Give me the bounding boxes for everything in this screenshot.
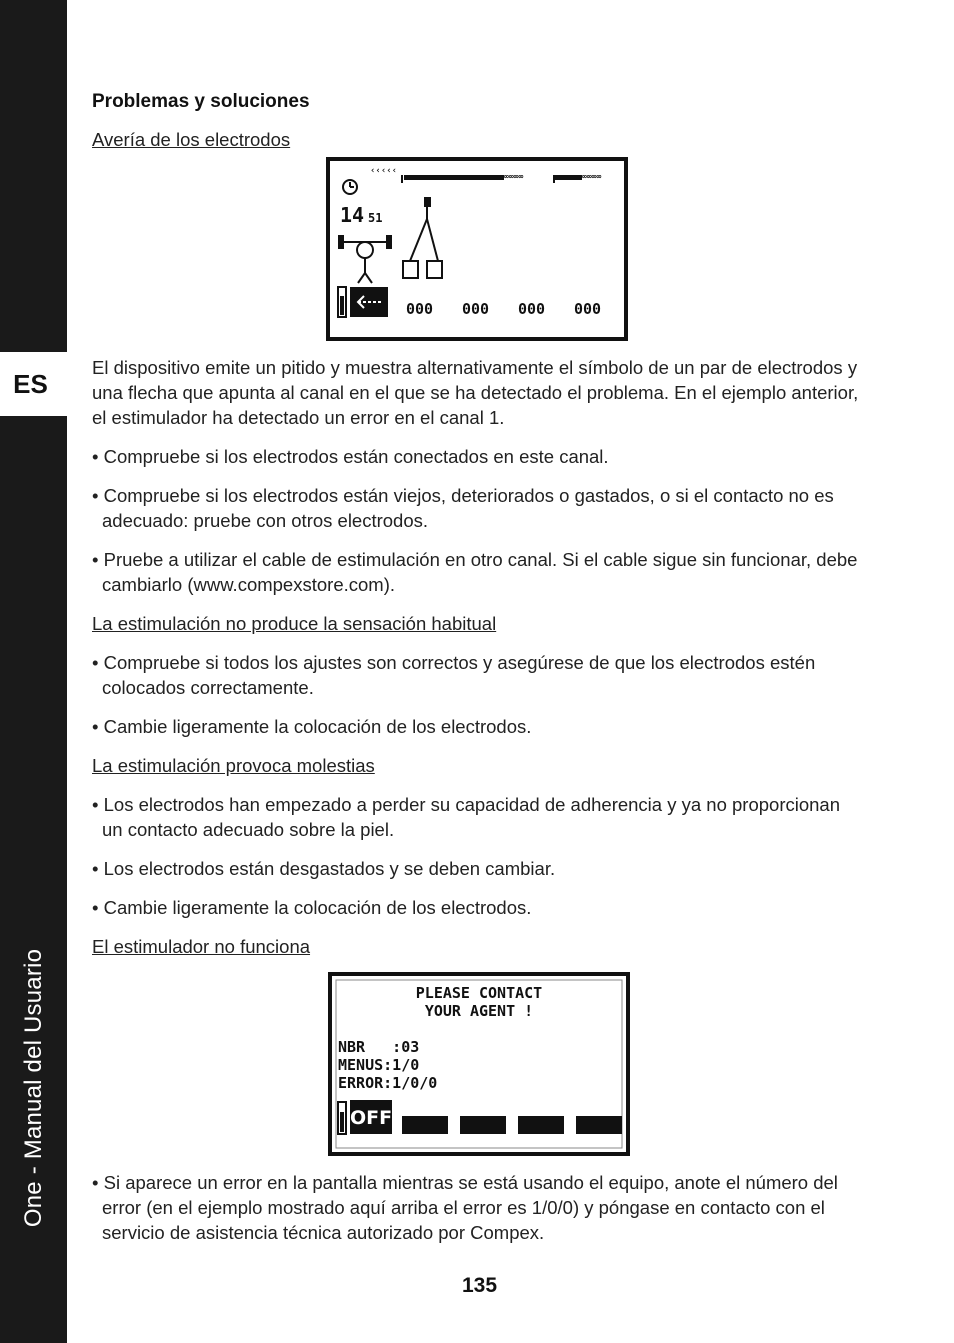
svg-text:∞∞∞∞: ∞∞∞∞ — [582, 172, 602, 181]
sensation-bullet-1: • Compruebe si todos los ajustes son correctos y asegúrese de que los electrodos estén colocados correctamente. — [92, 652, 816, 698]
electrodes-bullet-3: • Pruebe a utilizar el cable de estimulación en otro canal. Si el cable sigue sin funcionar, debe cambiarlo (www.compexstore.com). — [92, 549, 858, 595]
not-working-bullet-1: • Si aparece un error en la pantalla mientras se está usando el equipo, anote el número del error (en el ejemplo mostrado aquí arriba el error es 1/0/0) y póngase en contacto con el servicio de asistencia técnica autorizado por Compex. — [92, 1172, 838, 1243]
section-title-electrodes: Avería de los electrodos — [92, 129, 291, 150]
channel-2-value: 000 — [462, 300, 490, 318]
manual-title: One - Manual del Usuario — [20, 948, 47, 1228]
page-heading: Problemas y soluciones — [92, 91, 310, 112]
softkey-2 — [402, 1116, 448, 1134]
weightlifter-icon — [338, 235, 392, 283]
electrode-pair-icon — [403, 197, 442, 278]
off-label: OFF — [349, 1107, 393, 1129]
error-nbr: NBR :03 — [338, 1038, 420, 1056]
electrode-error-display — [326, 157, 628, 341]
section-title-not-working: El estimulador no funciona — [92, 936, 311, 957]
svg-text:∞∞∞∞: ∞∞∞∞ — [504, 172, 524, 181]
section-title-discomfort: La estimulación provoca molestias — [92, 755, 375, 776]
electrodes-bullet-2: • Compruebe si los electrodos están viejos, deteriorados o gastados, o si el contacto no es adecuado: pruebe con otros electrodos. — [92, 485, 834, 531]
timer-icon — [343, 180, 357, 194]
channel-arrow-icon — [350, 287, 388, 317]
sensation-bullet-2: • Cambie ligeramente la colocación de los electrodos. — [92, 716, 532, 737]
battery-icon — [338, 1102, 346, 1134]
main-content — [92, 89, 862, 1245]
time-sub: 51 — [368, 211, 383, 225]
time-main: 14 — [340, 203, 365, 227]
error-display — [328, 972, 630, 1156]
language-tab: ES — [0, 352, 67, 416]
discomfort-bullet-2: • Los electrodos están desgastados y se deben cambiar. — [92, 858, 556, 879]
softkey-4 — [518, 1116, 564, 1134]
softkey-3 — [460, 1116, 506, 1134]
electrodes-intro: El dispositivo emite un pitido y muestra alternativamente el símbolo de un par de electrodos y una flecha que apunta al canal en el que se ha detectado el problema. En el ejemplo anterior, el estimulador ha detectado un error en el canal 1. — [92, 357, 859, 428]
error-code: ERROR:1/0/0 — [338, 1074, 438, 1092]
channel-3-value: 000 — [518, 300, 546, 318]
channel-1-value: 000 — [406, 300, 434, 318]
discomfort-bullet-3: • Cambie ligeramente la colocación de los electrodos. — [92, 897, 532, 918]
section-title-sensation: La estimulación no produce la sensación habitual — [92, 613, 497, 634]
channel-4-value: 000 — [574, 300, 602, 318]
error-line-2: YOUR AGENT ! — [424, 1002, 534, 1020]
error-line-1: PLEASE CONTACT — [415, 984, 543, 1002]
page-number: 135 — [461, 1274, 498, 1297]
battery-icon — [338, 287, 346, 317]
softkey-5 — [576, 1116, 622, 1134]
svg-text:‹‹‹‹‹: ‹‹‹‹‹ — [370, 166, 398, 176]
error-menus: MENUS:1/0 — [338, 1056, 420, 1074]
discomfort-bullet-1: • Los electrodos han empezado a perder su capacidad de adherencia y ya no proporcionan un contacto adecuado sobre la piel. — [92, 794, 841, 840]
electrodes-bullet-1: • Compruebe si los electrodos están conectados en este canal. — [92, 446, 609, 467]
